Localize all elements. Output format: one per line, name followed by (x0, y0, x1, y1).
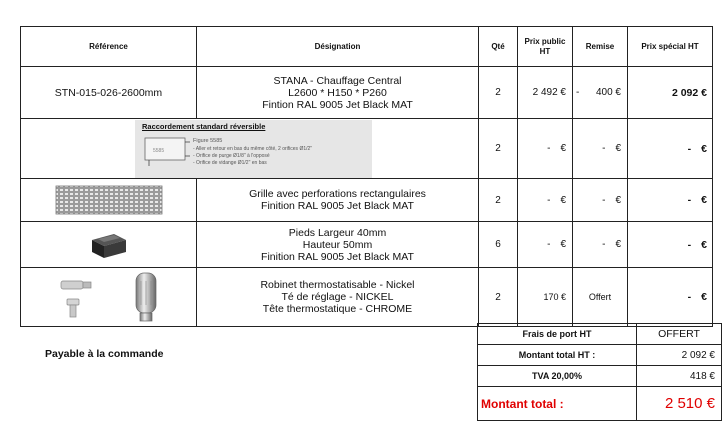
dash: - (547, 194, 551, 206)
designation-line: Fintion RAL 9005 Jet Black MAT (262, 98, 413, 111)
row-prix-special (628, 119, 713, 179)
totals-row-shipping (478, 324, 722, 345)
table-row (21, 268, 713, 327)
dash: - (602, 194, 606, 206)
table-row (21, 119, 713, 179)
frais-port-label: Frais de port HT (478, 324, 637, 345)
frais-port-value: OFFERT (637, 324, 722, 345)
euro: € (701, 194, 707, 206)
header-reference: Référence (21, 27, 197, 67)
row-reference: STN-015-026-2600mm (21, 67, 197, 119)
totals-row-tva (478, 366, 722, 387)
row-prix-public (518, 179, 573, 222)
row-remise (573, 179, 628, 222)
euro: € (560, 194, 566, 206)
designation-line: Tête thermostatique - CHROME (262, 303, 413, 315)
montant-ht-value: 2 092 € (637, 345, 722, 366)
table-row (21, 179, 713, 222)
row-qte: 2 (479, 179, 518, 222)
dash: - (687, 291, 692, 303)
dash: - (687, 238, 692, 251)
designation-line: STANA - Chauffage Central (273, 74, 402, 87)
connection-diagram (135, 120, 372, 178)
row-qte: 2 (479, 119, 518, 179)
row-qte: 6 (479, 222, 518, 268)
prix-public-value: 2 492 € (532, 87, 566, 98)
header-qte: Qté (479, 27, 518, 67)
row-designation (197, 268, 479, 327)
row-designation (197, 67, 479, 119)
dash: - (602, 143, 606, 154)
row-prix-public (518, 222, 573, 268)
row-image-cell (21, 179, 197, 222)
prix-special-value: 2 092 € (671, 86, 707, 99)
totals-table (477, 323, 722, 421)
dash: - (602, 239, 606, 250)
dash: - (547, 143, 551, 154)
row-prix-special (628, 67, 713, 119)
diagram-code: 5585 (153, 147, 165, 154)
header-designation: Désignation (197, 27, 479, 67)
euro: € (701, 238, 707, 251)
row-image-cell (21, 268, 197, 327)
euro: € (560, 239, 566, 250)
montant-total-label: Montant total : (478, 387, 637, 421)
montant-ht-label: Montant total HT : (478, 345, 637, 366)
euro: € (560, 143, 566, 154)
row-prix-public (518, 67, 573, 119)
tva-label: TVA 20,00% (478, 366, 637, 387)
diagram-title: Raccordement standard réversible (142, 121, 266, 131)
header-prix-public: Prix public HT (518, 27, 573, 67)
row-prix-public (518, 119, 573, 179)
row-designation (197, 179, 479, 222)
foot-image (84, 226, 134, 264)
row-prix-special (628, 179, 713, 222)
diagram-line: - Orifice de purge Ø1/8" à l'opposé (193, 152, 270, 159)
dash: - (687, 194, 692, 206)
designation-line: Finition RAL 9005 Jet Black MAT (261, 250, 414, 263)
header-prix-special: Prix spécial HT (628, 27, 713, 67)
tva-value: 418 € (637, 366, 722, 387)
euro: € (615, 143, 621, 154)
payment-terms: Payable à la commande (45, 348, 164, 360)
row-prix-special (628, 222, 713, 268)
row-prix-public (518, 268, 573, 327)
row-remise: Offert (573, 268, 628, 327)
table-row (21, 67, 713, 119)
designation-line: Pieds Largeur 40mm (288, 226, 387, 239)
remise-sign: - (576, 87, 580, 98)
row-qte: 2 (479, 67, 518, 119)
euro: € (615, 239, 621, 250)
table-row (21, 222, 713, 268)
diagram-figure: Figure 5585 (193, 137, 223, 144)
thermostatic-head-image (131, 271, 161, 323)
diagram-line: - Aller et retour en bas du même côté, 2 orifices Ø1/2" (193, 145, 313, 152)
totals-row-ht (478, 345, 722, 366)
radiator-connection-icon (141, 134, 191, 168)
row-designation (197, 222, 479, 268)
row-remise (573, 119, 628, 179)
row-remise (573, 222, 628, 268)
row-qte: 2 (479, 268, 518, 327)
dash: - (687, 142, 692, 155)
row-diagram-cell (21, 119, 479, 179)
designation-line: L2600 * H150 * P260 (288, 86, 387, 99)
row-image-cell (21, 222, 197, 268)
designation-line: Robinet thermostatisable - Nickel (260, 279, 415, 291)
euro: € (701, 142, 707, 155)
quote-table (20, 26, 713, 327)
designation-line: Finition RAL 9005 Jet Black MAT (261, 200, 414, 212)
row-remise (573, 67, 628, 119)
prix-public-value: 170 € (543, 292, 566, 302)
euro: € (615, 194, 621, 206)
designation-line: Té de réglage - NICKEL (281, 291, 394, 303)
totals-row-ttc (478, 387, 722, 421)
diagram-line: - Orifice de vidange Ø1/2" en bas (193, 159, 267, 166)
designation-line: Grille avec perforations rectangulaires (249, 188, 426, 200)
euro: € (701, 291, 707, 303)
remise-value: 400 € (595, 87, 621, 98)
header-row (21, 27, 713, 67)
row-prix-special (628, 268, 713, 327)
designation-line: Hauteur 50mm (302, 238, 373, 251)
valve-image (57, 273, 97, 321)
header-remise: Remise (573, 27, 628, 67)
grille-image (54, 184, 164, 216)
montant-total-value: 2 510 € (637, 387, 722, 421)
dash: - (547, 239, 551, 250)
